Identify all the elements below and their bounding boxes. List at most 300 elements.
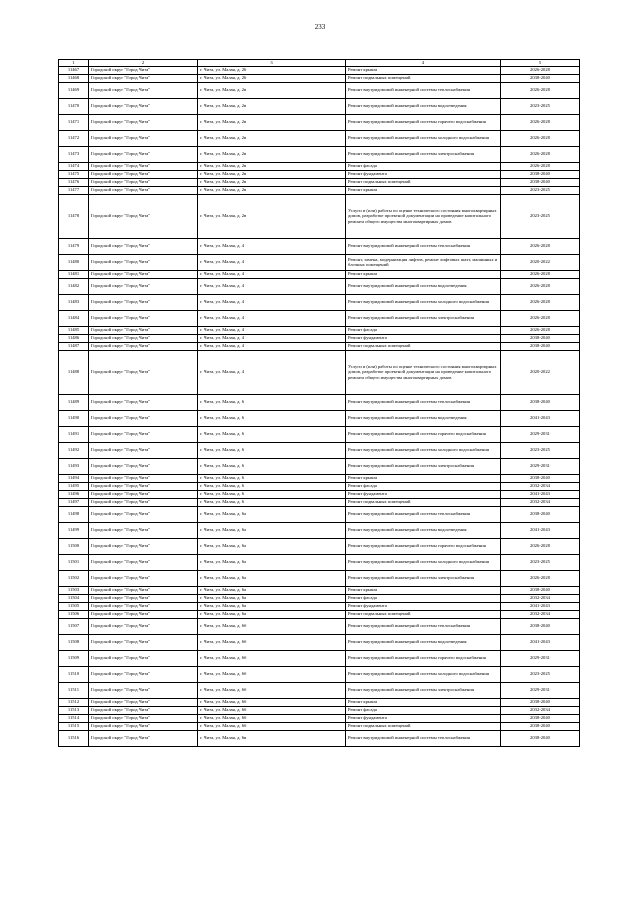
cell-period: 2026-2028 [501,114,580,130]
cell-number: 11472 [59,130,89,146]
cell-number: 11488 [59,350,89,394]
table-row [59,130,580,146]
cell-address: г. Чита, ул. Малая, д. 2в [198,114,346,130]
table-row [59,698,580,706]
cell-municipality: Городской округ "Город Чита" [89,310,198,326]
table-row [59,714,580,722]
cell-address: г. Чита, ул. Малая, д. 4 [198,326,346,334]
cell-number: 11496 [59,490,89,498]
table-row [59,618,580,634]
cell-address: г. Чита, ул. Малая, д. 6б [198,634,346,650]
cell-municipality: Городской округ "Город Чита" [89,342,198,350]
table-row [59,254,580,270]
cell-address: г. Чита, ул. Малая, д. 6 [198,490,346,498]
cell-work-type: Ремонт внутридомовой инженерной системы холодного водоснабжения [346,294,501,310]
cell-municipality: Городской округ "Город Чита" [89,350,198,394]
cell-municipality: Городской округ "Город Чита" [89,554,198,570]
cell-period: 2020-2022 [501,254,580,270]
cell-work-type: Ремонт внутридомовой инженерной системы водоотведения [346,634,501,650]
cell-municipality: Городской округ "Город Чита" [89,178,198,186]
cell-municipality: Городской округ "Город Чита" [89,714,198,722]
cell-address: г. Чита, ул. Малая, д. 6б [198,666,346,682]
column-header-3: 3 [198,60,346,67]
cell-period: 2038-2040 [501,714,580,722]
cell-number: 11470 [59,98,89,114]
table-row [59,682,580,698]
cell-address: г. Чита, ул. Малая, д. 2в [198,82,346,98]
cell-number: 11473 [59,146,89,162]
table-row [59,602,580,610]
cell-number: 11487 [59,342,89,350]
cell-municipality: Городской округ "Город Чита" [89,294,198,310]
cell-municipality: Городской округ "Город Чита" [89,442,198,458]
cell-period: 2029-2031 [501,458,580,474]
cell-period: 2041-2043 [501,602,580,610]
cell-address: г. Чита, ул. Малая, д. 6б [198,650,346,666]
cell-address: г. Чита, ул. Малая, д. 6 [198,394,346,410]
cell-municipality: Городской округ "Город Чита" [89,410,198,426]
cell-period: 2026-2028 [501,326,580,334]
table-row [59,458,580,474]
table-row [59,506,580,522]
table-row [59,610,580,618]
table-row [59,350,580,394]
cell-period: 2026-2028 [501,238,580,254]
table-row [59,114,580,130]
cell-address: г. Чита, ул. Малая, д. 2в [198,194,346,238]
cell-period: 2026-2028 [501,162,580,170]
cell-work-type: Ремонт внутридомовой инженерной системы горячего водоснабжения [346,650,501,666]
cell-work-type: Ремонт внутридомовой инженерной системы горячего водоснабжения [346,538,501,554]
cell-number: 11478 [59,194,89,238]
cell-address: г. Чита, ул. Малая, д. 4 [198,270,346,278]
cell-municipality: Городской округ "Город Чита" [89,610,198,618]
cell-period: 2026-2028 [501,310,580,326]
column-header-4: 4 [346,60,501,67]
table-row [59,310,580,326]
cell-address: г. Чита, ул. Малая, д. 6б [198,698,346,706]
cell-number: 11474 [59,162,89,170]
cell-period: 2041-2043 [501,522,580,538]
cell-work-type: Ремонт внутридомовой инженерной системы водоотведения [346,410,501,426]
cell-municipality: Городской округ "Город Чита" [89,74,198,82]
cell-period: 2041-2043 [501,490,580,498]
cell-number: 11479 [59,238,89,254]
cell-period: 2026-2028 [501,570,580,586]
cell-period: 2038-2040 [501,722,580,730]
cell-period: 2038-2040 [501,74,580,82]
cell-municipality: Городской округ "Город Чита" [89,538,198,554]
cell-period: 2023-2025 [501,666,580,682]
cell-work-type: Ремонт фасада [346,594,501,602]
cell-period: 2023-2025 [501,194,580,238]
cell-address: г. Чита, ул. Малая, д. 4 [198,310,346,326]
cell-address: г. Чита, ул. Малая, д. 6а [198,538,346,554]
cell-number: 11513 [59,706,89,714]
cell-municipality: Городской округ "Город Чита" [89,722,198,730]
cell-address: г. Чита, ул. Малая, д. 2в [198,186,346,194]
table-row [59,66,580,74]
cell-number: 11515 [59,722,89,730]
table-row [59,74,580,82]
cell-work-type: Ремонт фундамента [346,714,501,722]
cell-period: 2023-2025 [501,442,580,458]
cell-work-type: Ремонт фасада [346,706,501,714]
cell-municipality: Городской округ "Город Чита" [89,682,198,698]
cell-period: 2041-2043 [501,634,580,650]
cell-period: 2029-2031 [501,682,580,698]
cell-work-type: Ремонт внутридомовой инженерной системы водоотведения [346,278,501,294]
cell-work-type: Ремонт подвальных помещений [346,610,501,618]
table-row [59,730,580,746]
cell-address: г. Чита, ул. Малая, д. 2в [198,162,346,170]
table-row [59,522,580,538]
table-row [59,98,580,114]
cell-number: 11512 [59,698,89,706]
cell-address: г. Чита, ул. Малая, д. 6 [198,442,346,458]
cell-number: 11492 [59,442,89,458]
cell-municipality: Городской округ "Город Чита" [89,458,198,474]
cell-work-type: Ремонт фундамента [346,334,501,342]
cell-number: 11497 [59,498,89,506]
cell-number: 11504 [59,594,89,602]
cell-municipality: Городской округ "Город Чита" [89,82,198,98]
table-row [59,162,580,170]
cell-municipality: Городской округ "Город Чита" [89,238,198,254]
cell-work-type: Ремонт внутридомовой инженерной системы электроснабжения [346,570,501,586]
cell-work-type: Ремонт, замена, модернизация лифтов, ремонт лифтовых шахт, машинных и блочных помещений [346,254,501,270]
table-row [59,426,580,442]
cell-work-type: Ремонт внутридомовой инженерной системы теплоснабжения [346,82,501,98]
cell-address: г. Чита, ул. Малая, д. 4 [198,238,346,254]
table-row [59,570,580,586]
cell-address: г. Чита, ул. Малая, д. 6б [198,706,346,714]
cell-number: 11499 [59,522,89,538]
table-row [59,170,580,178]
cell-period: 2038-2040 [501,342,580,350]
cell-address: г. Чита, ул. Малая, д. 6 [198,498,346,506]
cell-municipality: Городской округ "Город Чита" [89,634,198,650]
cell-work-type: Ремонт внутридомовой инженерной системы холодного водоснабжения [346,442,501,458]
cell-number: 11510 [59,666,89,682]
cell-address: г. Чита, ул. Малая, д. 2в [198,146,346,162]
cell-period: 2026-2028 [501,82,580,98]
cell-period: 2032-2034 [501,498,580,506]
cell-work-type: Ремонт фасада [346,326,501,334]
cell-municipality: Городской округ "Город Чита" [89,730,198,746]
cell-municipality: Городской округ "Город Чита" [89,98,198,114]
cell-number: 11491 [59,426,89,442]
cell-address: г. Чита, ул. Малая, д. 6 [198,482,346,490]
column-header-5: 5 [501,60,580,67]
cell-municipality: Городской округ "Город Чита" [89,426,198,442]
cell-work-type: Ремонт подвальных помещений [346,498,501,506]
cell-address: г. Чита, ул. Малая, д. 6 [198,474,346,482]
cell-period: 2038-2040 [501,730,580,746]
cell-address: г. Чита, ул. Малая, д. 6а [198,522,346,538]
table-row [59,334,580,342]
cell-municipality: Городской округ "Город Чита" [89,650,198,666]
cell-number: 11498 [59,506,89,522]
cell-number: 11476 [59,178,89,186]
cell-work-type: Ремонт крыши [346,698,501,706]
cell-period: 2026-2028 [501,294,580,310]
cell-work-type: Ремонт внутридомовой инженерной системы теплоснабжения [346,238,501,254]
table-row [59,538,580,554]
cell-number: 11505 [59,602,89,610]
cell-work-type: Ремонт внутридомовой инженерной системы горячего водоснабжения [346,426,501,442]
cell-address: г. Чита, ул. Малая, д. 2в [198,178,346,186]
table-row [59,498,580,506]
cell-work-type: Ремонт фасада [346,162,501,170]
cell-address: г. Чита, ул. Малая, д. 2в [198,98,346,114]
cell-municipality: Городской округ "Город Чита" [89,666,198,682]
cell-number: 11483 [59,294,89,310]
cell-municipality: Городской округ "Город Чита" [89,270,198,278]
cell-number: 11508 [59,634,89,650]
cell-work-type: Ремонт внутридомовой инженерной системы холодного водоснабжения [346,554,501,570]
cell-municipality: Городской округ "Город Чита" [89,170,198,178]
cell-municipality: Городской округ "Город Чита" [89,506,198,522]
cell-municipality: Городской округ "Город Чита" [89,278,198,294]
cell-work-type: Ремонт подвальных помещений [346,74,501,82]
cell-number: 11509 [59,650,89,666]
cell-period: 2032-2034 [501,594,580,602]
cell-period: 2026-2028 [501,538,580,554]
cell-number: 11501 [59,554,89,570]
table-row [59,342,580,350]
cell-number: 11514 [59,714,89,722]
cell-address: г. Чита, ул. Малая, д. 6 [198,458,346,474]
cell-period: 2026-2028 [501,130,580,146]
cell-address: г. Чита, ул. Малая, д. 6б [198,682,346,698]
table-row [59,326,580,334]
cell-number: 11480 [59,254,89,270]
cell-address: г. Чита, ул. Малая, д. 4 [198,254,346,270]
column-header-2: 2 [89,60,198,67]
table-row [59,394,580,410]
cell-municipality: Городской округ "Город Чита" [89,474,198,482]
cell-number: 11469 [59,82,89,98]
cell-work-type: Ремонт крыши [346,270,501,278]
table-row [59,442,580,458]
table-row [59,650,580,666]
cell-work-type: Ремонт внутридомовой инженерной системы электроснабжения [346,458,501,474]
cell-work-type: Ремонт внутридомовой инженерной системы водоотведения [346,98,501,114]
cell-address: г. Чита, ул. Малая, д. 6а [198,506,346,522]
cell-number: 11471 [59,114,89,130]
cell-municipality: Городской округ "Город Чита" [89,326,198,334]
cell-work-type: Ремонт внутридомовой инженерной системы теплоснабжения [346,618,501,634]
cell-municipality: Городской округ "Город Чита" [89,394,198,410]
cell-address: г. Чита, ул. Малая, д. 4 [198,334,346,342]
cell-number: 11490 [59,410,89,426]
table-row [59,474,580,482]
cell-period: 2029-2031 [501,426,580,442]
cell-number: 11494 [59,474,89,482]
table-body [59,60,580,747]
cell-period: 2038-2040 [501,506,580,522]
cell-municipality: Городской округ "Город Чита" [89,146,198,162]
table-row [59,410,580,426]
cell-period: 2029-2031 [501,650,580,666]
cell-municipality: Городской округ "Город Чита" [89,194,198,238]
table-row [59,482,580,490]
cell-number: 11475 [59,170,89,178]
table-row [59,278,580,294]
cell-municipality: Городской округ "Город Чита" [89,706,198,714]
cell-address: г. Чита, ул. Малая, д. 26 [198,66,346,74]
table-row [59,634,580,650]
cell-municipality: Городской округ "Город Чита" [89,130,198,146]
cell-period: 2026-2028 [501,66,580,74]
cell-municipality: Городской округ "Город Чита" [89,586,198,594]
cell-address: г. Чита, ул. Малая, д. 4 [198,350,346,394]
cell-municipality: Городской округ "Город Чита" [89,698,198,706]
table-row [59,82,580,98]
cell-number: 11516 [59,730,89,746]
cell-period: 2038-2040 [501,178,580,186]
cell-work-type: Ремонт крыши [346,586,501,594]
cell-period: 2038-2040 [501,394,580,410]
cell-number: 11468 [59,74,89,82]
cell-municipality: Городской округ "Город Чита" [89,482,198,490]
table-row [59,586,580,594]
cell-number: 11503 [59,586,89,594]
cell-period: 2038-2040 [501,170,580,178]
cell-work-type: Ремонт подвальных помещений [346,342,501,350]
cell-period: 2032-2034 [501,706,580,714]
cell-period: 2023-2025 [501,554,580,570]
cell-address: г. Чита, ул. Малая, д. 6б [198,714,346,722]
cell-work-type: Ремонт крыши [346,474,501,482]
cell-address: г. Чита, ул. Малая, д. 2в [198,170,346,178]
table-row [59,194,580,238]
cell-work-type: Ремонт крыши [346,66,501,74]
cell-address: г. Чита, ул. Малая, д. 6а [198,586,346,594]
cell-period: 2020-2022 [501,350,580,394]
cell-number: 11500 [59,538,89,554]
table-row [59,178,580,186]
cell-number: 11467 [59,66,89,74]
cell-municipality: Городской округ "Город Чита" [89,114,198,130]
cell-municipality: Городской округ "Город Чита" [89,186,198,194]
cell-number: 11486 [59,334,89,342]
cell-municipality: Городской округ "Город Чита" [89,334,198,342]
cell-address: г. Чита, ул. Малая, д. 6а [198,570,346,586]
cell-work-type: Услуги и (или) работы по оценке технического состояния многоквартирных домов, разработке проектной документации на проведение капитального ремонта общего имущества многоквартирных домов [346,350,501,394]
cell-period: 2038-2040 [501,618,580,634]
cell-period: 2023-2025 [501,186,580,194]
cell-work-type: Ремонт внутридомовой инженерной системы горячего водоснабжения [346,114,501,130]
cell-address: г. Чита, ул. Малая, д. 4 [198,342,346,350]
cell-municipality: Городской округ "Город Чита" [89,162,198,170]
table-row [59,722,580,730]
cell-municipality: Городской округ "Город Чита" [89,522,198,538]
cell-work-type: Ремонт подвальных помещений [346,722,501,730]
cell-address: г. Чита, ул. Малая, д. 6а [198,594,346,602]
cell-work-type: Услуги и (или) работы по оценке технического состояния многоквартирных домов, разработке проектной документации на проведение капитального ремонта общего имущества многоквартирных домов [346,194,501,238]
table-row [59,666,580,682]
cell-work-type: Ремонт внутридомовой инженерной системы водоотведения [346,522,501,538]
capital-repair-table [58,59,580,747]
cell-address: г. Чита, ул. Малая, д. 6 [198,426,346,442]
cell-address: г. Чита, ул. Малая, д. 6а [198,602,346,610]
cell-number: 11493 [59,458,89,474]
cell-number: 11507 [59,618,89,634]
cell-municipality: Городской округ "Город Чита" [89,618,198,634]
cell-period: 2023-2025 [501,98,580,114]
cell-address: г. Чита, ул. Малая, д. 4 [198,278,346,294]
cell-work-type: Ремонт внутридомовой инженерной системы теплоснабжения [346,730,501,746]
cell-municipality: Городской округ "Город Чита" [89,594,198,602]
cell-period: 2032-2034 [501,610,580,618]
cell-number: 11477 [59,186,89,194]
table-row [59,186,580,194]
table-row [59,490,580,498]
cell-period: 2038-2040 [501,474,580,482]
cell-address: г. Чита, ул. Малая, д. 6б [198,722,346,730]
cell-address: г. Чита, ул. Малая, д. 4 [198,294,346,310]
cell-work-type: Ремонт внутридомовой инженерной системы электроснабжения [346,146,501,162]
table-row [59,270,580,278]
cell-number: 11489 [59,394,89,410]
cell-number: 11506 [59,610,89,618]
cell-number: 11482 [59,278,89,294]
cell-number: 11484 [59,310,89,326]
cell-period: 2041-2043 [501,410,580,426]
cell-municipality: Городской округ "Город Чита" [89,570,198,586]
column-header-1: 1 [59,60,89,67]
cell-number: 11495 [59,482,89,490]
cell-work-type: Ремонт внутридомовой инженерной системы холодного водоснабжения [346,130,501,146]
cell-work-type: Ремонт фундамента [346,170,501,178]
cell-work-type: Ремонт крыши [346,186,501,194]
cell-municipality: Городской округ "Город Чита" [89,490,198,498]
cell-period: 2026-2028 [501,278,580,294]
cell-period: 2038-2040 [501,698,580,706]
cell-work-type: Ремонт подвальных помещений [346,178,501,186]
table-row [59,706,580,714]
cell-period: 2032-2034 [501,482,580,490]
cell-address: г. Чита, ул. Малая, д. 6б [198,618,346,634]
cell-address: г. Чита, ул. Малая, д. 6а [198,554,346,570]
cell-period: 2038-2040 [501,334,580,342]
cell-number: 11511 [59,682,89,698]
cell-work-type: Ремонт внутридомовой инженерной системы холодного водоснабжения [346,666,501,682]
cell-municipality: Городской округ "Город Чита" [89,498,198,506]
cell-municipality: Городской округ "Город Чита" [89,602,198,610]
table-row [59,554,580,570]
cell-work-type: Ремонт фундамента [346,602,501,610]
cell-work-type: Ремонт внутридомовой инженерной системы теплоснабжения [346,506,501,522]
table-row [59,594,580,602]
cell-period: 2026-2028 [501,146,580,162]
cell-work-type: Ремонт внутридомовой инженерной системы теплоснабжения [346,394,501,410]
cell-work-type: Ремонт фасада [346,482,501,490]
cell-address: г. Чита, ул. Малая, д. 6а [198,610,346,618]
cell-number: 11502 [59,570,89,586]
cell-address: г. Чита, ул. Малая, д. 6в [198,730,346,746]
page-number: 233 [314,23,326,31]
cell-address: г. Чита, ул. Малая, д. 2в [198,130,346,146]
cell-municipality: Городской округ "Город Чита" [89,254,198,270]
table-row [59,294,580,310]
cell-address: г. Чита, ул. Малая, д. 26 [198,74,346,82]
cell-work-type: Ремонт внутридомовой инженерной системы электроснабжения [346,310,501,326]
cell-address: г. Чита, ул. Малая, д. 6 [198,410,346,426]
cell-work-type: Ремонт фундамента [346,490,501,498]
